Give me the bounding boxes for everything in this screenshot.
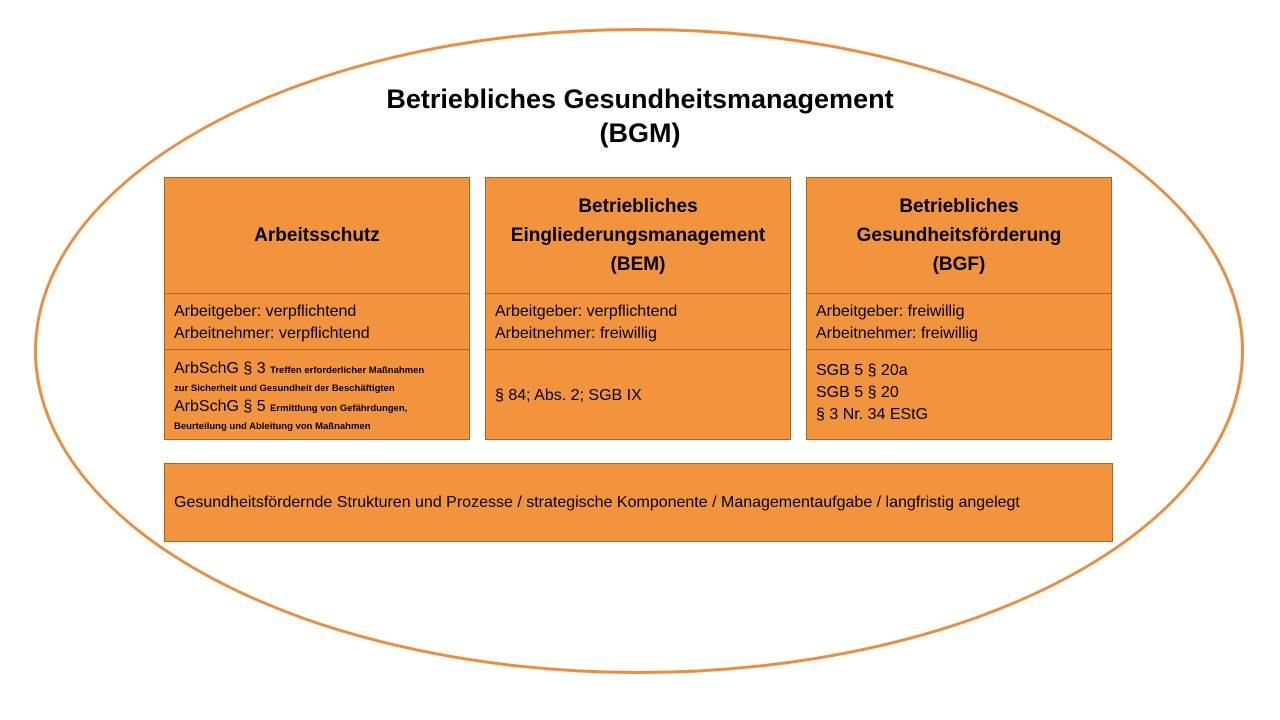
law-entry-desc: Ermittlung von Gefährdungen, bbox=[270, 403, 408, 414]
law-entry-title: ArbSchG § 3 bbox=[174, 360, 266, 377]
column-arbeitsschutz bbox=[164, 177, 470, 440]
title-line-2: (BGM) bbox=[599, 118, 681, 148]
strategic-component-bar bbox=[164, 463, 1113, 542]
legal-basis-section bbox=[486, 349, 790, 440]
column-bem bbox=[485, 177, 791, 440]
law-reference: § 3 Nr. 34 EStG bbox=[816, 406, 929, 423]
law-entry-arbschg-3 bbox=[174, 359, 465, 397]
diagram-title bbox=[240, 82, 1040, 150]
column-heading: Arbeitsschutz bbox=[254, 225, 380, 246]
obligation-section bbox=[165, 293, 469, 349]
employer-obligation: Arbeitgeber: verpflichtend bbox=[174, 303, 357, 320]
law-reference: § 84; Abs. 2; SGB IX bbox=[495, 386, 642, 404]
obligation-section bbox=[807, 293, 1111, 349]
law-entry-title: ArbSchG § 5 bbox=[174, 398, 266, 415]
obligation-section bbox=[486, 293, 790, 349]
law-entry-desc: Beurteilung und Ableitung von Maßnahmen bbox=[174, 421, 371, 432]
title-line-1: Betriebliches Gesundheitsmanagement bbox=[386, 84, 894, 114]
law-entry-desc: Treffen erforderlicher Maßnahmen bbox=[270, 365, 425, 376]
law-entry-desc: zur Sicherheit und Gesundheit der Beschäftigten bbox=[174, 383, 395, 394]
strategic-component-text: Gesundheitsfördernde Strukturen und Prozesse / strategische Komponente / Managementaufgabe / langfristig angelegt bbox=[174, 493, 1020, 511]
employer-obligation: Arbeitgeber: freiwillig bbox=[816, 303, 965, 320]
law-reference: SGB 5 § 20 bbox=[816, 384, 899, 401]
law-reference: SGB 5 § 20a bbox=[816, 362, 908, 379]
employee-obligation: Arbeitnehmer: freiwillig bbox=[495, 325, 657, 342]
employee-obligation: Arbeitnehmer: verpflichtend bbox=[174, 325, 370, 342]
column-heading: Betriebliches Eingliederungsmanagement (BEM) bbox=[510, 196, 766, 275]
legal-basis-section bbox=[165, 349, 469, 440]
column-heading: Betriebliches Gesundheitsförderung (BGF) bbox=[856, 196, 1062, 275]
law-entry-arbschg-5 bbox=[174, 397, 465, 435]
employee-obligation: Arbeitnehmer: freiwillig bbox=[816, 325, 978, 342]
column-bgf bbox=[806, 177, 1112, 440]
employer-obligation: Arbeitgeber: verpflichtend bbox=[495, 303, 678, 320]
legal-basis-section bbox=[807, 349, 1111, 440]
